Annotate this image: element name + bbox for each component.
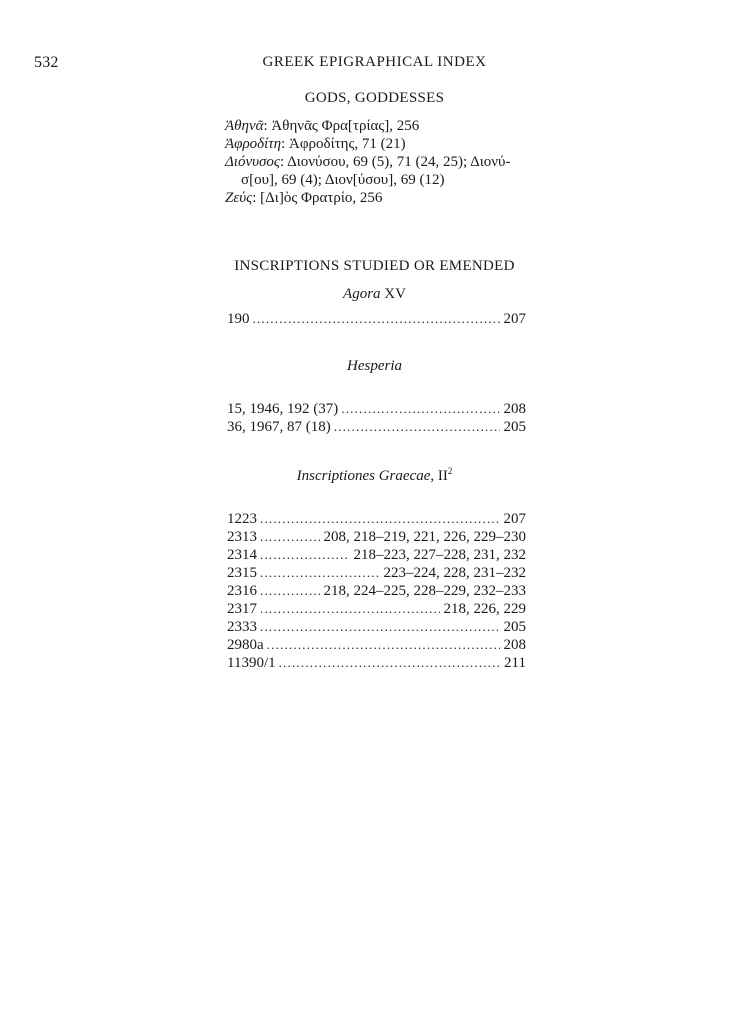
index-row-leader <box>279 654 500 672</box>
index-row-pages: 223–224, 228, 231–232 <box>383 565 526 581</box>
hesperia-subtitle <box>0 358 749 375</box>
index-row-key: 2333 <box>227 619 257 635</box>
index-row-leader <box>260 510 500 528</box>
hesperia-index <box>227 400 526 436</box>
ig-subtitle-rest: , II <box>430 468 448 484</box>
index-row <box>227 618 526 636</box>
index-row-pages: 207 <box>503 311 526 327</box>
index-row <box>227 418 526 436</box>
index-row-key: 2313 <box>227 529 257 545</box>
running-head: GREEK EPIGRAPHICAL INDEX <box>262 54 487 70</box>
index-row <box>227 636 526 654</box>
gods-entry-body: : [Δι]ὸς Φρατρίο, 256 <box>252 190 383 206</box>
index-row-key: 2315 <box>227 565 257 581</box>
index-row-leader <box>260 564 380 582</box>
index-row-key: 2980a <box>227 637 264 653</box>
index-row-pages: 211 <box>504 655 526 671</box>
index-row-key: 36, 1967, 87 (18) <box>227 419 331 435</box>
gods-entry <box>225 117 525 135</box>
inscriptions-section-title: INSCRIPTIONS STUDIED OR EMENDED <box>234 258 515 274</box>
index-row <box>227 400 526 418</box>
gods-entry-head: Ζεύς <box>225 190 253 206</box>
gods-entry <box>225 189 525 207</box>
index-row-key: 2316 <box>227 583 257 599</box>
ig-subtitle-sup: 2 <box>447 466 453 476</box>
index-row-pages: 218–223, 227–228, 231, 232 <box>353 547 526 563</box>
index-row-key: 190 <box>227 311 250 327</box>
index-row-pages: 208, 218–219, 221, 226, 229–230 <box>323 529 526 545</box>
index-row-pages: 218, 224–225, 228–229, 232–233 <box>323 583 526 599</box>
hesperia-subtitle-italic: Hesperia <box>347 358 402 374</box>
index-row <box>227 510 526 528</box>
index-row <box>227 310 526 328</box>
index-row-pages: 218, 226, 229 <box>443 601 526 617</box>
index-row-pages: 208 <box>503 637 526 653</box>
index-row-pages: 208 <box>503 401 526 417</box>
index-row <box>227 528 526 546</box>
index-row-leader <box>260 600 440 618</box>
index-row-leader <box>260 528 320 546</box>
index-row <box>227 546 526 564</box>
gods-entry-head: Διόνυσος <box>225 154 280 170</box>
gods-entry <box>225 153 525 189</box>
page-number: 532 <box>34 54 59 71</box>
agora-subtitle-italic: Agora <box>343 286 381 302</box>
gods-entry-head: Ἀφροδίτη <box>225 136 282 152</box>
index-row-pages: 207 <box>503 511 526 527</box>
gods-list <box>225 117 525 207</box>
ig-subtitle <box>0 468 749 485</box>
gods-entry <box>225 135 525 153</box>
gods-entry-continuation: σ[ου], 69 (4); Διον[ύσου], 69 (12) <box>241 172 445 188</box>
index-row-leader <box>260 582 320 600</box>
gods-section-title: GODS, GODDESSES <box>304 90 445 106</box>
index-row <box>227 582 526 600</box>
index-row-key: 15, 1946, 192 (37) <box>227 401 339 417</box>
gods-entry-head: Ἀθηνᾶ <box>225 118 264 134</box>
index-row-pages: 205 <box>503 419 526 435</box>
index-row-key: 11390/1 <box>227 655 276 671</box>
index-row-leader <box>260 618 500 636</box>
gods-entry-body: : Διονύσου, 69 (5), 71 (24, 25); Διονύ- <box>280 154 511 170</box>
ig-subtitle-italic: Inscriptiones Graecae <box>296 468 431 484</box>
index-row-leader <box>253 310 500 328</box>
index-row <box>227 600 526 618</box>
agora-subtitle <box>0 286 749 303</box>
index-row-key: 2317 <box>227 601 257 617</box>
gods-entry-body: : Ἀθηνᾶς Φρα[τρίας], 256 <box>263 118 420 134</box>
agora-index <box>227 310 526 328</box>
index-row <box>227 654 526 672</box>
ig-index <box>227 510 526 672</box>
gods-entry-body: : Ἀφροδίτης, 71 (21) <box>281 136 406 152</box>
index-row-leader <box>341 400 499 418</box>
index-row-key: 1223 <box>227 511 257 527</box>
index-row-leader <box>334 418 500 436</box>
agora-subtitle-rest: XV <box>380 286 406 302</box>
index-row <box>227 564 526 582</box>
index-row-key: 2314 <box>227 547 257 563</box>
index-row-leader <box>260 546 350 564</box>
index-row-leader <box>267 636 500 654</box>
index-row-pages: 205 <box>503 619 526 635</box>
